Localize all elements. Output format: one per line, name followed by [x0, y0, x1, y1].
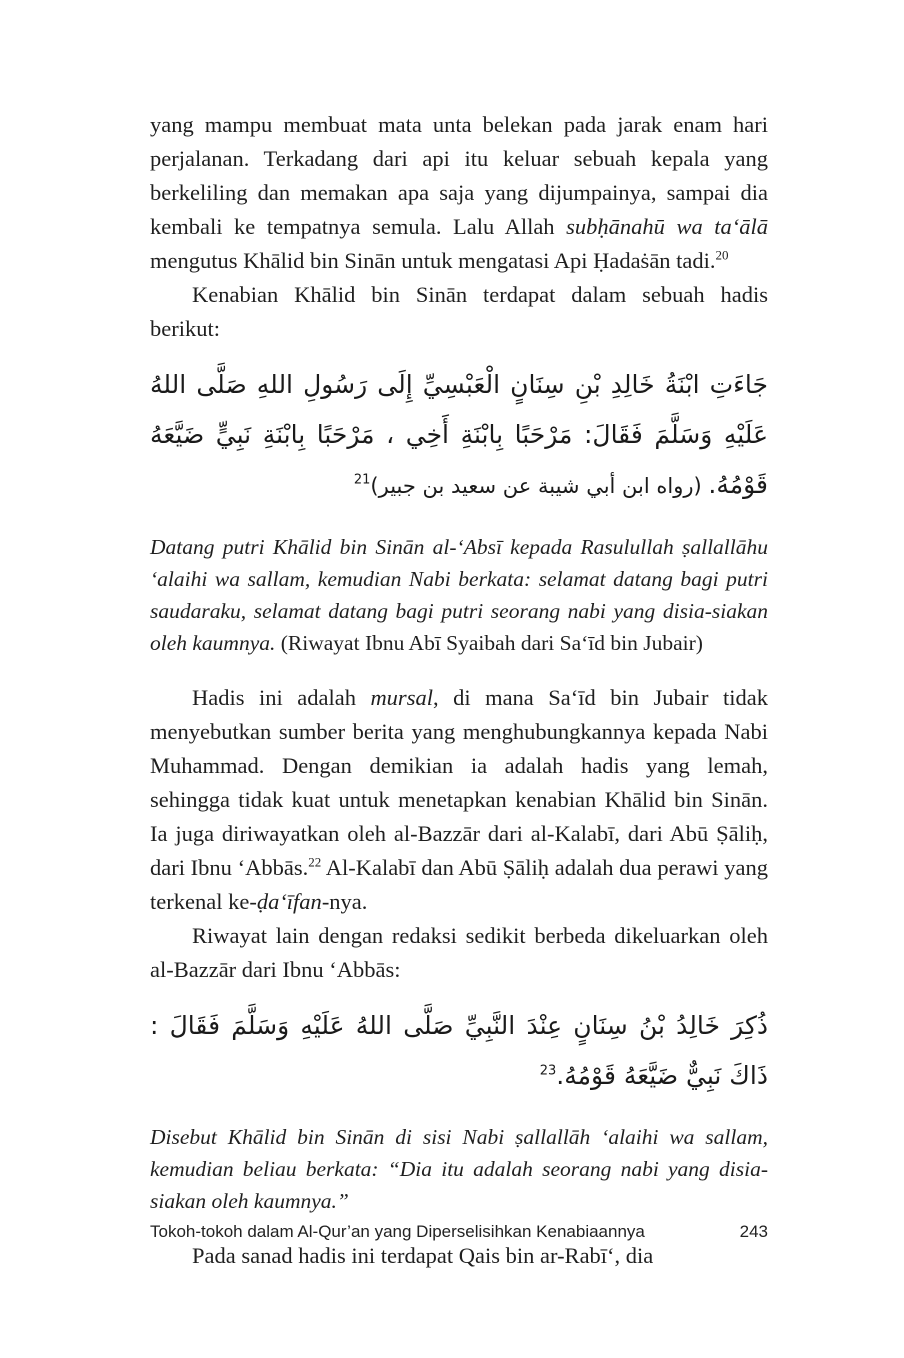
paragraph-mursal	[150, 681, 768, 919]
translation-source: (Riwayat Ibnu Abī Syaibah dari Sa‘īd bin Jubair)	[275, 631, 703, 655]
hadith-arabic-1	[150, 360, 768, 511]
paragraph-hadis-intro: Kenabian Khālid bin Sinān terdapat dalam sebuah hadis berikut:	[150, 282, 768, 341]
hadith-source-arabic: (رواه ابن أبي شيبة عن سعيد بن جبير)	[370, 474, 709, 498]
footnote-ref[interactable]: 23	[539, 1063, 557, 1079]
translation-text: Datang putri Khālid bin Sinān al-‘Absī kepada Rasulullah ṣallallāhu ‘alaihi wa sallam, kemudian Nabi berkata: selamat datang bagi putri saudaraku, selamat datang bagi putri seorang nabi yang disia-siakan oleh kaumnya.	[150, 535, 768, 655]
arabic-text: ذُكِرَ خَالِدُ بْنُ سِنَانٍ عِنْدَ النَّبِيِّ صَلَّى اللهُ عَلَيْهِ وَسَلَّمَ فَقَالَ : ذَاكَ نَبِيٌّ ضَيَّعَهُ قَوْمُهُ.	[150, 1011, 768, 1090]
italic-term: subḥānahū wa ta‘ālā	[566, 214, 769, 239]
paragraph-sanad: Pada sanad hadis ini terdapat Qais bin ar-Rabī‘, dia	[192, 1243, 654, 1268]
footnote-ref[interactable]: 20	[715, 247, 729, 263]
translation-text: Disebut Khālid bin Sinān di sisi Nabi ṣallallāh ‘alaihi wa sallam, kemudian beliau berkata: “Dia itu adalah seorang nabi yang disia-siakan oleh kaumnya.”	[150, 1125, 768, 1213]
paragraph-text: Hadis ini adalah	[192, 685, 371, 710]
paragraph-text: , di mana Sa‘īd bin Jubair tidak menyebutkan sumber berita yang menghubungkannya kepada Nabi Muhammad. Dengan demikian ia adalah hadis yang lemah, sehingga tidak kuat untuk menetapkan kenabian Khālid bin Sinān. Ia juga diriwayatkan oleh al-Bazzār dari al-Kalabī, dari Abū Ṣāliḥ, dari Ibnu ‘Abbās.	[150, 685, 768, 880]
hadith-arabic-2	[150, 1001, 768, 1101]
paragraph-text: Al-Kalabī dan Abū Ṣāliḥ adalah dua perawi yang terkenal ke-	[150, 855, 768, 914]
hadith-translation-1	[150, 531, 768, 659]
footnote-ref[interactable]: 22	[308, 854, 322, 870]
italic-term: ḍa‘īfan	[256, 889, 322, 914]
page-body	[150, 108, 768, 1273]
paragraph-api-hadasan	[150, 108, 768, 278]
page-number: 243	[739, 1222, 768, 1241]
paragraph-text: -nya.	[321, 889, 368, 914]
italic-term: mursal	[370, 685, 433, 710]
page-footer	[150, 1222, 768, 1242]
arabic-text: جَاءَتِ ابْنَةُ خَالِدِ بْنِ سِنَانٍ الْعَبْسِيِّ إِلَى رَسُولِ اللهِ صَلَّى اللهُ عَلَيْهِ وَسَلَّمَ فَقَالَ: مَرْحَبًا بِابْنَةِ أَخِي ، مَرْحَبًا بِابْنَةِ نَبِيٍّ ضَيَّعَهُ قَوْمُهُ.	[150, 370, 768, 499]
book-title: Tokoh-tokoh dalam Al-Qur’an yang Diperselisihkan Kenabiaannya	[150, 1222, 645, 1241]
footnote-ref[interactable]: 21	[353, 472, 371, 488]
paragraph-text: mengutus Khālid bin Sinān untuk mengatasi Api Ḥadaṡān tadi.	[150, 248, 716, 273]
paragraph-riwayat-lain: Riwayat lain dengan redaksi sedikit berbeda dikeluarkan oleh al-Bazzār dari Ibnu ‘Abbās:	[150, 923, 768, 982]
paragraph-text: yang mampu membuat mata unta belekan pada jarak enam hari perjalanan. Terkadang dari api itu keluar sebuah kepala yang berkeliling dan memakan apa saja yang dijumpainya, sampai dia kembali ke tempatnya semula. Lalu Allah	[150, 112, 768, 239]
hadith-translation-2	[150, 1121, 768, 1217]
